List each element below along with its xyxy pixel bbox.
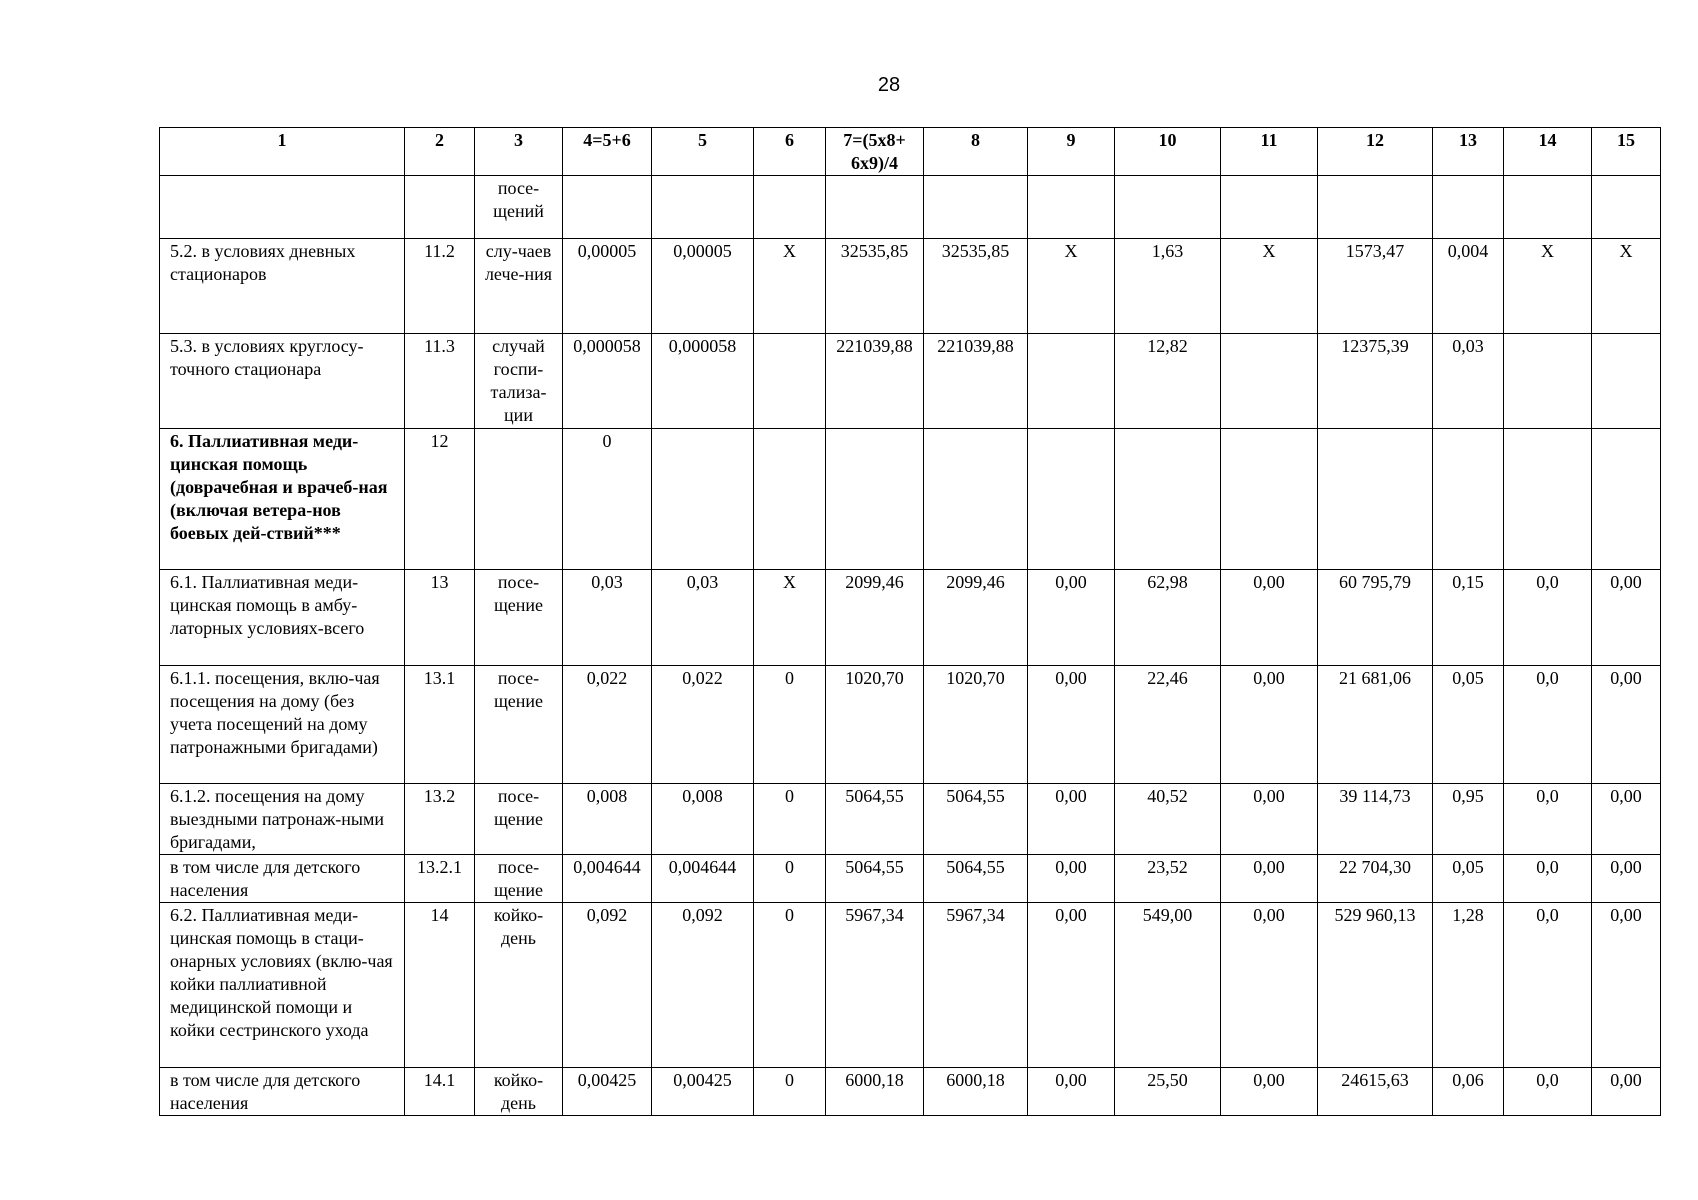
- table-cell: Х: [1592, 239, 1661, 334]
- table-cell: 14: [405, 903, 475, 1068]
- table-cell: [1318, 176, 1433, 239]
- table-cell: 32535,85: [826, 239, 924, 334]
- table-row: [160, 570, 1661, 666]
- table-cell: [652, 429, 754, 570]
- table-cell: посе-щений: [475, 176, 563, 239]
- table-cell: 0,00: [1592, 903, 1661, 1068]
- table-cell: 39 114,73: [1318, 784, 1433, 855]
- table-cell: 0,15: [1433, 570, 1504, 666]
- header-cell: 12: [1318, 128, 1433, 176]
- table-cell: 0,004: [1433, 239, 1504, 334]
- header-cell: 10: [1115, 128, 1221, 176]
- table-cell: [1433, 176, 1504, 239]
- table-cell: 12: [405, 429, 475, 570]
- table-cell: 0,03: [563, 570, 652, 666]
- table-cell: 0,00: [1221, 1068, 1318, 1116]
- table-cell: [1221, 176, 1318, 239]
- table-cell: 0,95: [1433, 784, 1504, 855]
- table-cell: [1221, 429, 1318, 570]
- header-cell: 2: [405, 128, 475, 176]
- table-cell: Х: [754, 570, 826, 666]
- table-cell: [1115, 429, 1221, 570]
- table-cell: [826, 176, 924, 239]
- table-cell: 11.3: [405, 334, 475, 429]
- table-cell: [1028, 429, 1115, 570]
- table-cell: 21 681,06: [1318, 666, 1433, 784]
- table-cell: 0,0: [1504, 666, 1592, 784]
- table-cell: [1592, 176, 1661, 239]
- table-cell: 62,98: [1115, 570, 1221, 666]
- table-cell: 0,00: [1221, 666, 1318, 784]
- row-label-cell: в том числе для детского населения: [160, 855, 405, 903]
- table-row: [160, 784, 1661, 855]
- table-cell: 0,092: [563, 903, 652, 1068]
- table-cell: 0,0: [1504, 855, 1592, 903]
- header-row: [160, 128, 1661, 176]
- header-cell: 13: [1433, 128, 1504, 176]
- table-row: [160, 666, 1661, 784]
- table-cell: 0,0: [1504, 903, 1592, 1068]
- table-cell: 0,00: [1028, 903, 1115, 1068]
- table-cell: [1318, 429, 1433, 570]
- header-cell: 6: [754, 128, 826, 176]
- row-label-cell: 5.2. в условиях дневных стационаров: [160, 239, 405, 334]
- page-number: 28: [877, 74, 901, 96]
- table-cell: [1504, 429, 1592, 570]
- header-cell: 14: [1504, 128, 1592, 176]
- header-cell: 15: [1592, 128, 1661, 176]
- table-cell: [1433, 429, 1504, 570]
- table-cell: 12375,39: [1318, 334, 1433, 429]
- table-cell: 0,05: [1433, 666, 1504, 784]
- header-cell: 3: [475, 128, 563, 176]
- table-cell: [475, 429, 563, 570]
- table-cell: 0,022: [563, 666, 652, 784]
- table-cell: [754, 429, 826, 570]
- table-cell: посе-щение: [475, 855, 563, 903]
- table-cell: 5064,55: [924, 784, 1028, 855]
- table-cell: [1504, 176, 1592, 239]
- table-cell: 13.2.1: [405, 855, 475, 903]
- table-cell: [754, 334, 826, 429]
- table-cell: 22 704,30: [1318, 855, 1433, 903]
- table-cell: 221039,88: [924, 334, 1028, 429]
- table-row: [160, 903, 1661, 1068]
- table-cell: койко-день: [475, 903, 563, 1068]
- table-cell: 0,05: [1433, 855, 1504, 903]
- table-cell: 0,008: [563, 784, 652, 855]
- table-cell: 13.2: [405, 784, 475, 855]
- table-row: [160, 855, 1661, 903]
- table-cell: Х: [754, 239, 826, 334]
- table-cell: 40,52: [1115, 784, 1221, 855]
- row-label-cell: 6.1.2. посещения на дому выездными патронаж-ными бригадами,: [160, 784, 405, 855]
- header-cell: 7=(5х8+ 6х9)/4: [826, 128, 924, 176]
- table-cell: случай госпи-тализа-ции: [475, 334, 563, 429]
- table-cell: 0,00: [1592, 570, 1661, 666]
- table-cell: 11.2: [405, 239, 475, 334]
- table-cell: 0,00: [1028, 784, 1115, 855]
- table-row: [160, 429, 1661, 570]
- table-cell: 1020,70: [826, 666, 924, 784]
- table-cell: 5967,34: [826, 903, 924, 1068]
- table-cell: [405, 176, 475, 239]
- table-cell: 5064,55: [924, 855, 1028, 903]
- table-cell: 0: [754, 784, 826, 855]
- table-cell: 0,00: [1028, 855, 1115, 903]
- table-cell: 13.1: [405, 666, 475, 784]
- table-cell: 0,03: [652, 570, 754, 666]
- table-cell: 0: [754, 666, 826, 784]
- table-cell: 0,00: [1592, 855, 1661, 903]
- table-cell: посе-щение: [475, 666, 563, 784]
- table-cell: 2099,46: [924, 570, 1028, 666]
- table-cell: 0,00425: [652, 1068, 754, 1116]
- table-row: [160, 334, 1661, 429]
- table-cell: [924, 429, 1028, 570]
- table-row: [160, 239, 1661, 334]
- table-cell: 12,82: [1115, 334, 1221, 429]
- table-cell: койко-день: [475, 1068, 563, 1116]
- row-label-cell: 6.1.1. посещения, вклю-чая посещения на дому (без учета посещений на дому патронажными бригадами): [160, 666, 405, 784]
- table-cell: 5967,34: [924, 903, 1028, 1068]
- table-cell: 0,00: [1221, 855, 1318, 903]
- table-cell: 2099,46: [826, 570, 924, 666]
- table-cell: 0,00: [1028, 1068, 1115, 1116]
- table-cell: [1592, 334, 1661, 429]
- table-cell: 0,0: [1504, 784, 1592, 855]
- row-label-cell: 6.2. Паллиативная меди-цинская помощь в стаци-онарных условиях (вклю-чая койки паллиативной медицинской помощи и койки сестринского ухода: [160, 903, 405, 1068]
- table-cell: 22,46: [1115, 666, 1221, 784]
- table-cell: Х: [1504, 239, 1592, 334]
- row-label-cell: 5.3. в условиях круглосу-точного стационара: [160, 334, 405, 429]
- row-label-cell: [160, 176, 405, 239]
- table-cell: 0,00: [1592, 1068, 1661, 1116]
- table-cell: 1,28: [1433, 903, 1504, 1068]
- table-cell: 32535,85: [924, 239, 1028, 334]
- table-cell: 0,00: [1028, 570, 1115, 666]
- table-cell: [1115, 176, 1221, 239]
- data-table: [159, 127, 1661, 1116]
- table-cell: 0: [754, 903, 826, 1068]
- header-cell: 8: [924, 128, 1028, 176]
- table-cell: 0,03: [1433, 334, 1504, 429]
- row-label-cell: в том числе для детского населения: [160, 1068, 405, 1116]
- table-cell: посе-щение: [475, 784, 563, 855]
- table-cell: 0,092: [652, 903, 754, 1068]
- table-cell: 549,00: [1115, 903, 1221, 1068]
- table-cell: 24615,63: [1318, 1068, 1433, 1116]
- table-cell: [1221, 334, 1318, 429]
- row-label-cell: 6. Паллиативная меди-цинская помощь (доврачебная и врачеб-ная (включая ветера-нов боевых дей-ствий***: [160, 429, 405, 570]
- header-cell: 1: [160, 128, 405, 176]
- table-cell: 0: [754, 855, 826, 903]
- table-cell: 0,00: [1221, 784, 1318, 855]
- table-cell: Х: [1221, 239, 1318, 334]
- table-cell: 0,022: [652, 666, 754, 784]
- table-cell: 0,0: [1504, 570, 1592, 666]
- table-cell: 6000,18: [924, 1068, 1028, 1116]
- table-cell: [652, 176, 754, 239]
- table-cell: 0,000058: [563, 334, 652, 429]
- header-cell: 11: [1221, 128, 1318, 176]
- table-cell: 0,00005: [652, 239, 754, 334]
- table-cell: Х: [1028, 239, 1115, 334]
- table-cell: 0,00: [1592, 666, 1661, 784]
- table-row: [160, 176, 1661, 239]
- table-cell: 1020,70: [924, 666, 1028, 784]
- row-label-cell: 6.1. Паллиативная меди-цинская помощь в амбу-латорных условиях-всего: [160, 570, 405, 666]
- table-cell: 23,52: [1115, 855, 1221, 903]
- table-row: [160, 1068, 1661, 1116]
- table-cell: 13: [405, 570, 475, 666]
- table-cell: 6000,18: [826, 1068, 924, 1116]
- table-cell: 221039,88: [826, 334, 924, 429]
- table-cell: [924, 176, 1028, 239]
- header-cell: 5: [652, 128, 754, 176]
- table-cell: 0,00: [1028, 666, 1115, 784]
- table-cell: [1592, 429, 1661, 570]
- table-cell: слу-чаев лече-ния: [475, 239, 563, 334]
- table-cell: посе-щение: [475, 570, 563, 666]
- table-cell: 0,008: [652, 784, 754, 855]
- table-cell: 5064,55: [826, 855, 924, 903]
- table-cell: 0,00005: [563, 239, 652, 334]
- table-cell: 1,63: [1115, 239, 1221, 334]
- table-cell: [826, 429, 924, 570]
- table-cell: 0,000058: [652, 334, 754, 429]
- table-cell: [754, 176, 826, 239]
- table-cell: 0: [754, 1068, 826, 1116]
- table-cell: 25,50: [1115, 1068, 1221, 1116]
- table-cell: 60 795,79: [1318, 570, 1433, 666]
- table-cell: 0,06: [1433, 1068, 1504, 1116]
- table-cell: 0,004644: [563, 855, 652, 903]
- table-cell: 1573,47: [1318, 239, 1433, 334]
- table-cell: 0,004644: [652, 855, 754, 903]
- table-cell: 0,00: [1221, 903, 1318, 1068]
- table-cell: [1028, 176, 1115, 239]
- table-cell: 14.1: [405, 1068, 475, 1116]
- table-cell: 0,00: [1592, 784, 1661, 855]
- header-cell: 9: [1028, 128, 1115, 176]
- table-cell: [563, 176, 652, 239]
- table-cell: [1504, 334, 1592, 429]
- table-cell: [1028, 334, 1115, 429]
- table-cell: 0: [563, 429, 652, 570]
- table-cell: 0,00425: [563, 1068, 652, 1116]
- header-cell: 4=5+6: [563, 128, 652, 176]
- table-cell: 529 960,13: [1318, 903, 1433, 1068]
- table-cell: 5064,55: [826, 784, 924, 855]
- table-cell: 0,0: [1504, 1068, 1592, 1116]
- table-cell: 0,00: [1221, 570, 1318, 666]
